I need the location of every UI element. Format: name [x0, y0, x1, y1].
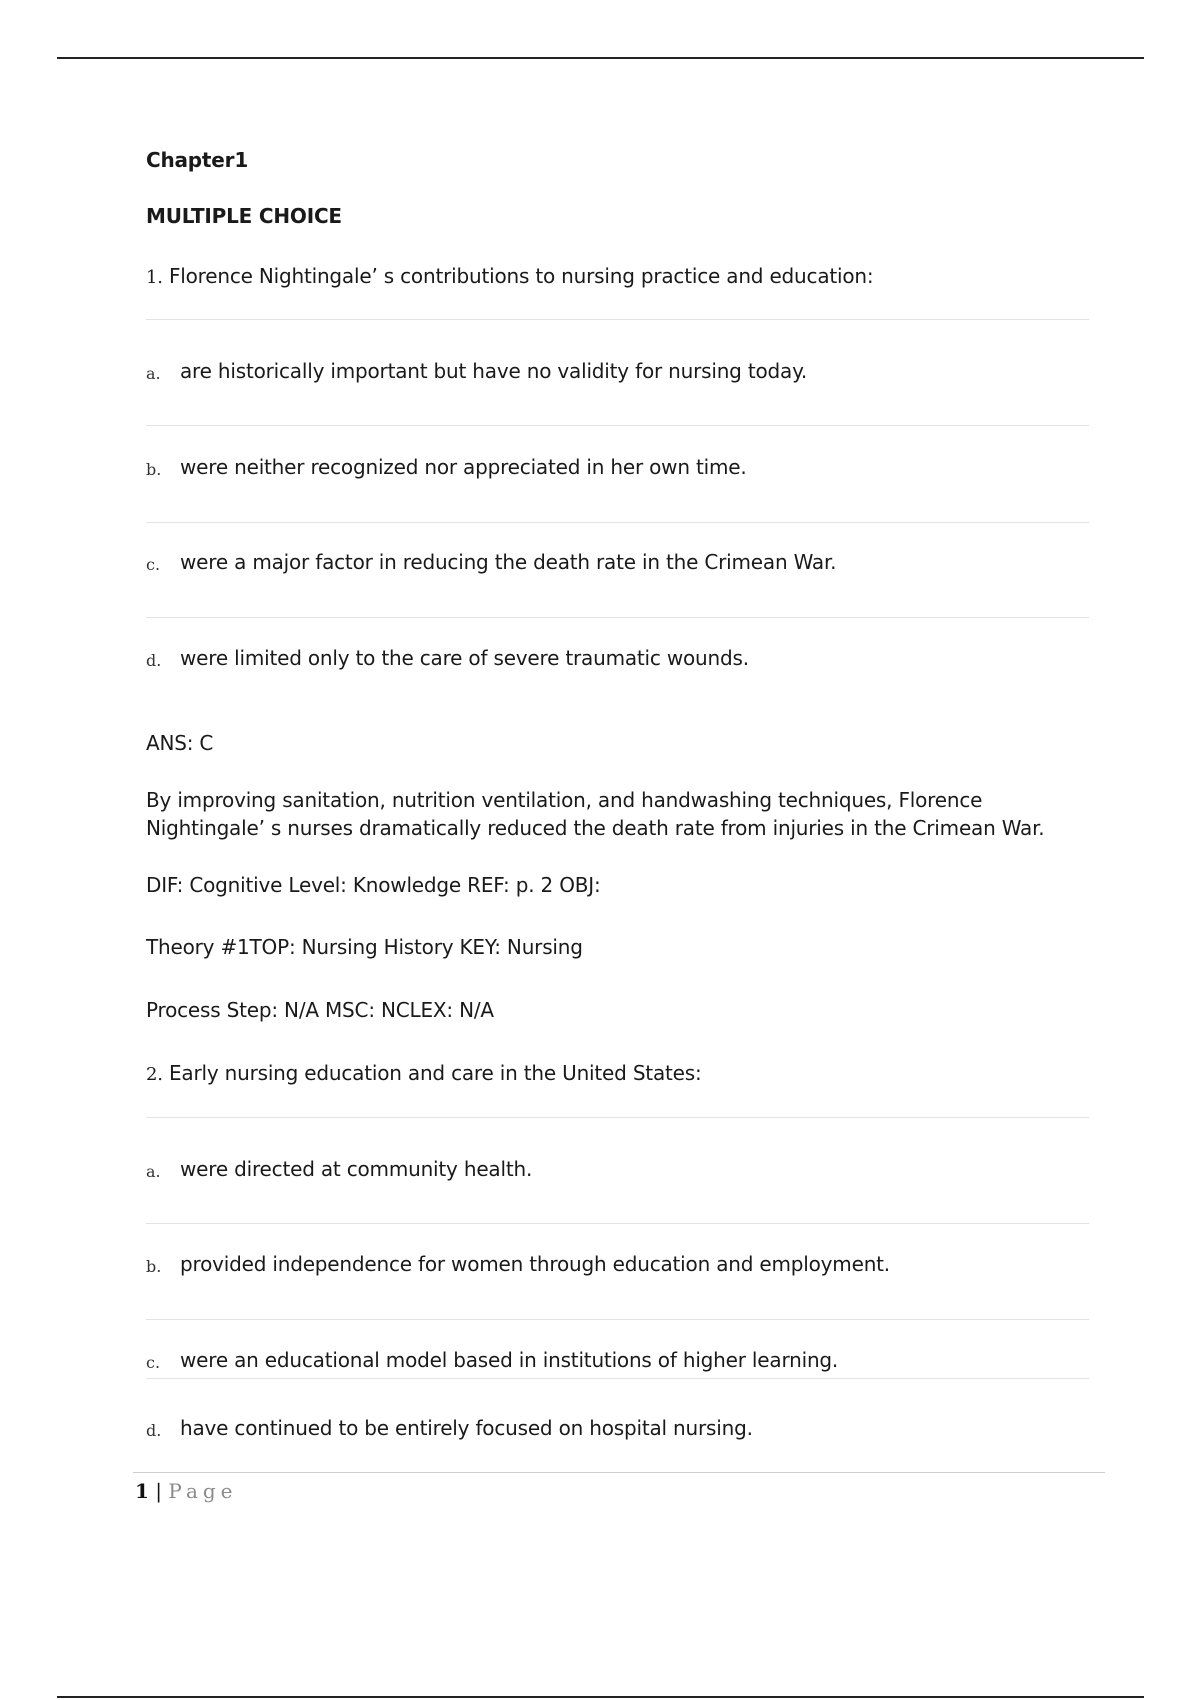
top-page-rule — [57, 57, 1144, 59]
separator-line — [146, 319, 1089, 320]
section-title: MULTIPLE CHOICE — [146, 204, 342, 228]
q2-option-b-text: provided independence for women through education and employment. — [180, 1252, 890, 1276]
q1-meta-line-2: Theory #1TOP: Nursing History KEY: Nursing — [146, 935, 583, 959]
chapter-title: Chapter1 — [146, 148, 249, 172]
question-1-stem — [146, 263, 873, 291]
q2-option-a-letter: a. — [146, 1162, 161, 1181]
page-word: Page — [168, 1479, 238, 1503]
q1-option-c-letter: c. — [146, 555, 161, 574]
separator-line — [146, 425, 1089, 426]
q1-meta-line-3: Process Step: N/A MSC: NCLEX: N/A — [146, 998, 494, 1022]
q2-option-c-letter: c. — [146, 1353, 161, 1372]
separator-line — [146, 1117, 1089, 1118]
question-1-text: Florence Nightingale’ s contributions to nursing practice and education: — [168, 264, 874, 288]
q1-option-d-letter: d. — [146, 651, 162, 670]
q2-option-d-text: have continued to be entirely focused on hospital nursing. — [180, 1416, 753, 1440]
q1-answer: ANS: C — [146, 731, 214, 755]
q2-option-d-letter: d. — [146, 1421, 162, 1440]
page-footer — [135, 1478, 238, 1504]
q2-option-c-text: were an educational model based in institutions of higher learning. — [180, 1348, 839, 1372]
q1-meta-line-1: DIF: Cognitive Level: Knowledge REF: p. 2 OBJ: — [146, 873, 601, 897]
q1-option-a-text: are historically important but have no validity for nursing today. — [180, 359, 808, 383]
q1-option-a-letter: a. — [146, 364, 161, 383]
q1-option-c-text: were a major factor in reducing the death rate in the Crimean War. — [180, 550, 837, 574]
page-separator: | — [155, 1479, 163, 1503]
separator-line — [146, 617, 1089, 618]
separator-line — [146, 1319, 1089, 1320]
separator-line — [146, 1378, 1089, 1379]
q1-option-b-text: were neither recognized nor appreciated in her own time. — [180, 455, 747, 479]
q2-option-b-letter: b. — [146, 1257, 162, 1276]
bottom-page-rule — [57, 1696, 1144, 1698]
q2-option-a-text: were directed at community health. — [180, 1157, 533, 1181]
q1-option-d-text: were limited only to the care of severe traumatic wounds. — [180, 646, 749, 670]
question-2-stem — [146, 1060, 702, 1088]
q1-option-b-letter: b. — [146, 460, 162, 479]
page-number: 1 — [135, 1479, 149, 1503]
question-1-number: 1. — [146, 267, 163, 288]
question-2-text: Early nursing education and care in the United States: — [168, 1061, 702, 1085]
separator-line — [146, 522, 1089, 523]
q1-rationale: By improving sanitation, nutrition ventilation, and handwashing techniques, Florence Nightingale’ s nurses dramatically reduced the death rate from injuries in the Crimean War. — [146, 788, 1045, 840]
footer-rule — [133, 1472, 1105, 1473]
separator-line — [146, 1223, 1089, 1224]
question-2-number: 2. — [146, 1064, 163, 1085]
